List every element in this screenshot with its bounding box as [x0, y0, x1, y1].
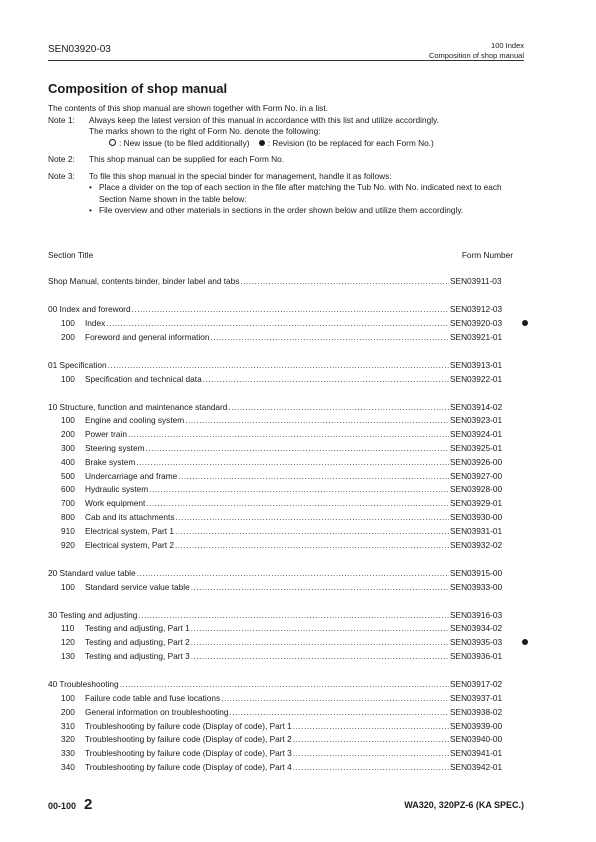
- toc-form-number: SEN03935-03: [450, 637, 503, 648]
- dot-leader: [106, 318, 449, 328]
- toc-item-title: Steering system: [85, 443, 145, 454]
- toc-subsection-row: [48, 471, 528, 485]
- toc-item-title: Failure code table and fuse locations: [85, 692, 221, 703]
- note-3-bullet-2-text: File overview and other materials in sections in the order shown below and utilize them accordingly.: [99, 205, 464, 215]
- revision-mark-icon: [522, 320, 528, 326]
- dot-leader: [136, 457, 449, 467]
- toc-subsection-row: [48, 637, 528, 651]
- toc-item-number: 340: [61, 761, 75, 772]
- dot-leader: [203, 374, 449, 384]
- toc-form-number: SEN03939-00: [450, 720, 503, 731]
- group-spacer: [48, 290, 528, 304]
- dot-leader: [211, 332, 449, 342]
- toc-section-row: [48, 304, 528, 318]
- toc-section-row: [48, 610, 528, 624]
- toc-subsection-row: [48, 484, 528, 498]
- dot-leader: [221, 693, 449, 703]
- section-title-header: Section Title: [48, 250, 94, 260]
- toc-item-number: 800: [61, 512, 75, 523]
- dot-leader: [175, 512, 449, 522]
- toc-subsection-row: [48, 415, 528, 429]
- toc-item-number: 100: [61, 692, 75, 703]
- toc-item-number: 100: [61, 415, 75, 426]
- dot-leader: [149, 484, 449, 494]
- toc-item-title: 00 Index and foreword: [48, 304, 131, 315]
- note-1: [48, 115, 528, 150]
- toc-item-title: Troubleshooting by failure code (Display of code), Part 3: [85, 748, 292, 759]
- toc-item-title: Testing and adjusting, Part 3: [85, 651, 190, 662]
- toc-form-number: SEN03933-00: [450, 581, 503, 592]
- toc-item-number: 910: [61, 525, 75, 536]
- toc-item-title: Specification and technical data: [85, 373, 202, 384]
- toc-item-title: Troubleshooting by failure code (Display of code), Part 1: [85, 720, 292, 731]
- toc-form-number: SEN03932-02: [450, 539, 503, 550]
- toc-section-row: [48, 360, 528, 374]
- toc-form-number: SEN03922-01: [450, 373, 503, 384]
- toc-item-title: Work equipment: [85, 498, 146, 509]
- toc-item-title: Shop Manual, contents binder, binder label and tabs: [48, 276, 240, 286]
- dot-leader: [175, 526, 449, 536]
- toc-subsection-row: [48, 457, 528, 471]
- page-title: Composition of shop manual: [48, 81, 228, 96]
- toc-form-number: SEN03936-01: [450, 651, 503, 662]
- toc-form-number: SEN03913-01: [450, 359, 503, 370]
- note-1-label: Note 1:: [48, 114, 75, 125]
- footer-page: [48, 796, 92, 813]
- toc-item-title: Power train: [85, 429, 127, 440]
- toc-form-number: SEN03938-02: [450, 706, 503, 717]
- dot-leader: [191, 582, 449, 592]
- revision-legend: : Revision (to be replaced for each Form No.): [267, 137, 434, 148]
- footer-page-number: 2: [84, 796, 93, 813]
- toc-item-number: 100: [61, 373, 75, 384]
- toc-section-row: [48, 568, 528, 582]
- dot-leader: [293, 721, 449, 731]
- dot-leader: [132, 304, 449, 314]
- toc-form-number: SEN03940-00: [450, 734, 503, 745]
- toc-item-number: 300: [61, 443, 75, 454]
- group-spacer: [48, 553, 528, 567]
- toc-item-title: Hydraulic system: [85, 484, 149, 495]
- header-doc-code: SEN03920-03: [48, 44, 111, 55]
- toc-subsection-row: [48, 693, 528, 707]
- header-divider: [48, 60, 524, 61]
- group-spacer: [48, 595, 528, 609]
- note-1-line-2: The marks shown to the right of Form No. denote the following:: [89, 126, 321, 136]
- toc-subsection-row: [48, 762, 528, 776]
- dot-leader: [146, 498, 449, 508]
- dot-leader: [108, 360, 449, 370]
- toc-form-number: SEN03931-01: [450, 525, 503, 536]
- toc-item-title: Engine and cooling system: [85, 415, 185, 426]
- toc-item-number: 110: [61, 623, 75, 634]
- dot-leader: [138, 610, 449, 620]
- toc-subsection-row: [48, 443, 528, 457]
- toc-item-number: 400: [61, 456, 75, 467]
- dot-leader: [293, 748, 449, 758]
- toc-subsection-row: [48, 540, 528, 554]
- dot-leader: [293, 762, 449, 772]
- footer-model: WA320, 320PZ-6 (KA SPEC.): [404, 800, 524, 810]
- toc-subsection-row: [48, 526, 528, 540]
- dot-leader: [185, 415, 449, 425]
- toc-subsection-row: [48, 318, 528, 332]
- toc-item-number: 200: [61, 331, 75, 342]
- toc-item-number: 100: [61, 581, 75, 592]
- toc-form-number: SEN03926-00: [450, 456, 503, 467]
- toc-item-number: 130: [61, 651, 75, 662]
- toc-item-number: 600: [61, 484, 75, 495]
- header-section-title: 100 Index: [491, 41, 524, 50]
- toc-item-title: 20 Standard value table: [48, 567, 136, 578]
- toc-subsection-row: [48, 623, 528, 637]
- header-section: [429, 41, 524, 61]
- intro-block: [48, 103, 528, 217]
- toc-subsection-row: [48, 582, 528, 596]
- group-spacer: [48, 665, 528, 679]
- toc-form-number: SEN03915-00: [450, 567, 503, 578]
- note-2-text: This shop manual can be supplied for each Form No.: [89, 154, 285, 164]
- toc-subsection-row: [48, 332, 528, 346]
- dot-leader: [120, 679, 449, 689]
- dot-leader: [191, 623, 449, 633]
- group-spacer: [48, 345, 528, 359]
- toc-subsection-row: [48, 498, 528, 512]
- new-issue-legend: : New issue (to be filed additionally): [119, 137, 250, 148]
- dot-leader: [229, 707, 449, 717]
- toc-form-number: SEN03941-01: [450, 748, 503, 759]
- toc-item-title: Foreword and general information: [85, 331, 210, 342]
- toc-subsection-row: [48, 707, 528, 721]
- toc-form-number: SEN03929-01: [450, 498, 503, 509]
- toc-item-title: 30 Testing and adjusting: [48, 609, 138, 620]
- toc-form-number: SEN03927-00: [450, 470, 503, 481]
- note-2: [48, 154, 528, 166]
- toc-item-title: Index: [85, 317, 106, 328]
- toc-form-number: SEN03921-01: [450, 331, 503, 342]
- toc-item-title: Cab and its attachments: [85, 512, 175, 523]
- toc-item-number: 200: [61, 706, 75, 717]
- header-subsection-title: Composition of shop manual: [428, 51, 524, 60]
- toc-subsection-row: [48, 721, 528, 735]
- toc-item-number: 100: [61, 317, 75, 328]
- toc-item-title: 40 Troubleshooting: [48, 679, 119, 690]
- toc-form-number: SEN03914-02: [450, 401, 503, 412]
- toc-form-number: SEN03928-00: [450, 484, 503, 495]
- toc-section-row: [48, 276, 528, 290]
- toc-form-number: SEN03916-03: [450, 609, 503, 620]
- revision-mark-icon: [522, 639, 528, 645]
- dot-leader: [191, 637, 449, 647]
- note-3-bullet-1: • Place a divider on the top of each section in the file after matching the Tub No. with No. indicated next to each Section Name shown in the table below:: [89, 182, 528, 205]
- toc-item-title: Undercarriage and frame: [85, 470, 178, 481]
- toc-item-title: 01 Specification: [48, 359, 107, 370]
- toc-form-number: SEN03923-01: [450, 415, 503, 426]
- toc-form-number: SEN03937-01: [450, 692, 503, 703]
- toc-form-number: SEN03917-02: [450, 679, 503, 690]
- toc-form-number: SEN03930-00: [450, 512, 503, 523]
- toc-item-number: 330: [61, 748, 75, 759]
- group-spacer: [48, 387, 528, 401]
- toc-subsection-row: [48, 748, 528, 762]
- dot-leader: [240, 276, 449, 286]
- toc-subsection-row: [48, 651, 528, 665]
- revision-mark-icon: [259, 140, 265, 146]
- toc-form-number: SEN03924-01: [450, 429, 503, 440]
- toc-item-number: 200: [61, 429, 75, 440]
- form-number-header: Form Number: [461, 250, 513, 260]
- toc-item-number: 700: [61, 498, 75, 509]
- dot-leader: [293, 734, 449, 744]
- dot-leader: [178, 471, 449, 481]
- toc-form-number: SEN03934-02: [450, 623, 503, 634]
- marks-legend: [89, 138, 528, 150]
- dot-leader: [191, 651, 449, 661]
- toc-subsection-row: [48, 374, 528, 388]
- toc-item-title: 10 Structure, function and maintenance standard: [48, 401, 228, 412]
- toc-form-number: SEN03925-01: [450, 443, 503, 454]
- note-2-label: Note 2:: [48, 154, 75, 164]
- toc-item-title: Standard service value table: [85, 581, 190, 592]
- toc-subsection-row: [48, 429, 528, 443]
- new-issue-mark-icon: [109, 139, 116, 146]
- dot-leader: [175, 540, 449, 550]
- dot-leader: [128, 429, 449, 439]
- toc-form-number: SEN03942-01: [450, 761, 503, 772]
- note-3: [48, 171, 528, 217]
- note-3-label: Note 3:: [48, 170, 75, 181]
- footer-page-code: 00-100: [48, 801, 77, 811]
- toc-item-title: General information on troubleshooting: [85, 706, 229, 717]
- toc-subsection-row: [48, 734, 528, 748]
- dot-leader: [145, 443, 449, 453]
- contents-table: [48, 276, 528, 776]
- toc-section-row: [48, 402, 528, 416]
- dot-leader: [137, 568, 449, 578]
- note-3-bullet-1-text: Place a divider on the top of each section in the file after matching the Tub No. with No. indicated next to each Section Name shown in the table below:: [99, 182, 502, 204]
- toc-item-number: 310: [61, 720, 75, 731]
- toc-item-number: 920: [61, 539, 75, 550]
- note-3-text: To file this shop manual in the special binder for management, handle it as follows:: [89, 170, 392, 181]
- toc-item-number: 320: [61, 734, 75, 745]
- dot-leader: [228, 402, 449, 412]
- toc-item-title: Electrical system, Part 1: [85, 525, 174, 536]
- intro-text: The contents of this shop manual are shown together with Form No. in a list.: [48, 103, 328, 113]
- toc-item-title: Troubleshooting by failure code (Display of code), Part 4: [85, 761, 292, 772]
- note-3-bullet-2: • File overview and other materials in sections in the order shown below and utilize them accordingly.: [89, 205, 464, 215]
- toc-section-row: [48, 679, 528, 693]
- toc-item-title: Troubleshooting by failure code (Display of code), Part 2: [85, 734, 292, 745]
- toc-form-number: SEN03912-03: [450, 304, 503, 315]
- table-column-headers: [48, 250, 513, 260]
- toc-item-number: 120: [61, 637, 75, 648]
- toc-item-title: Testing and adjusting, Part 1: [85, 623, 190, 634]
- toc-subsection-row: [48, 512, 528, 526]
- toc-item-title: Testing and adjusting, Part 2: [85, 637, 190, 648]
- toc-item-number: 500: [61, 470, 75, 481]
- note-1-line-1: Always keep the latest version of this manual in accordance with this list and utilize accordingly.: [89, 114, 439, 125]
- toc-item-title: Brake system: [85, 456, 136, 467]
- toc-form-number: SEN03920-03: [450, 317, 503, 328]
- toc-form-number: SEN03911-03: [450, 276, 502, 286]
- toc-item-title: Electrical system, Part 2: [85, 539, 174, 550]
